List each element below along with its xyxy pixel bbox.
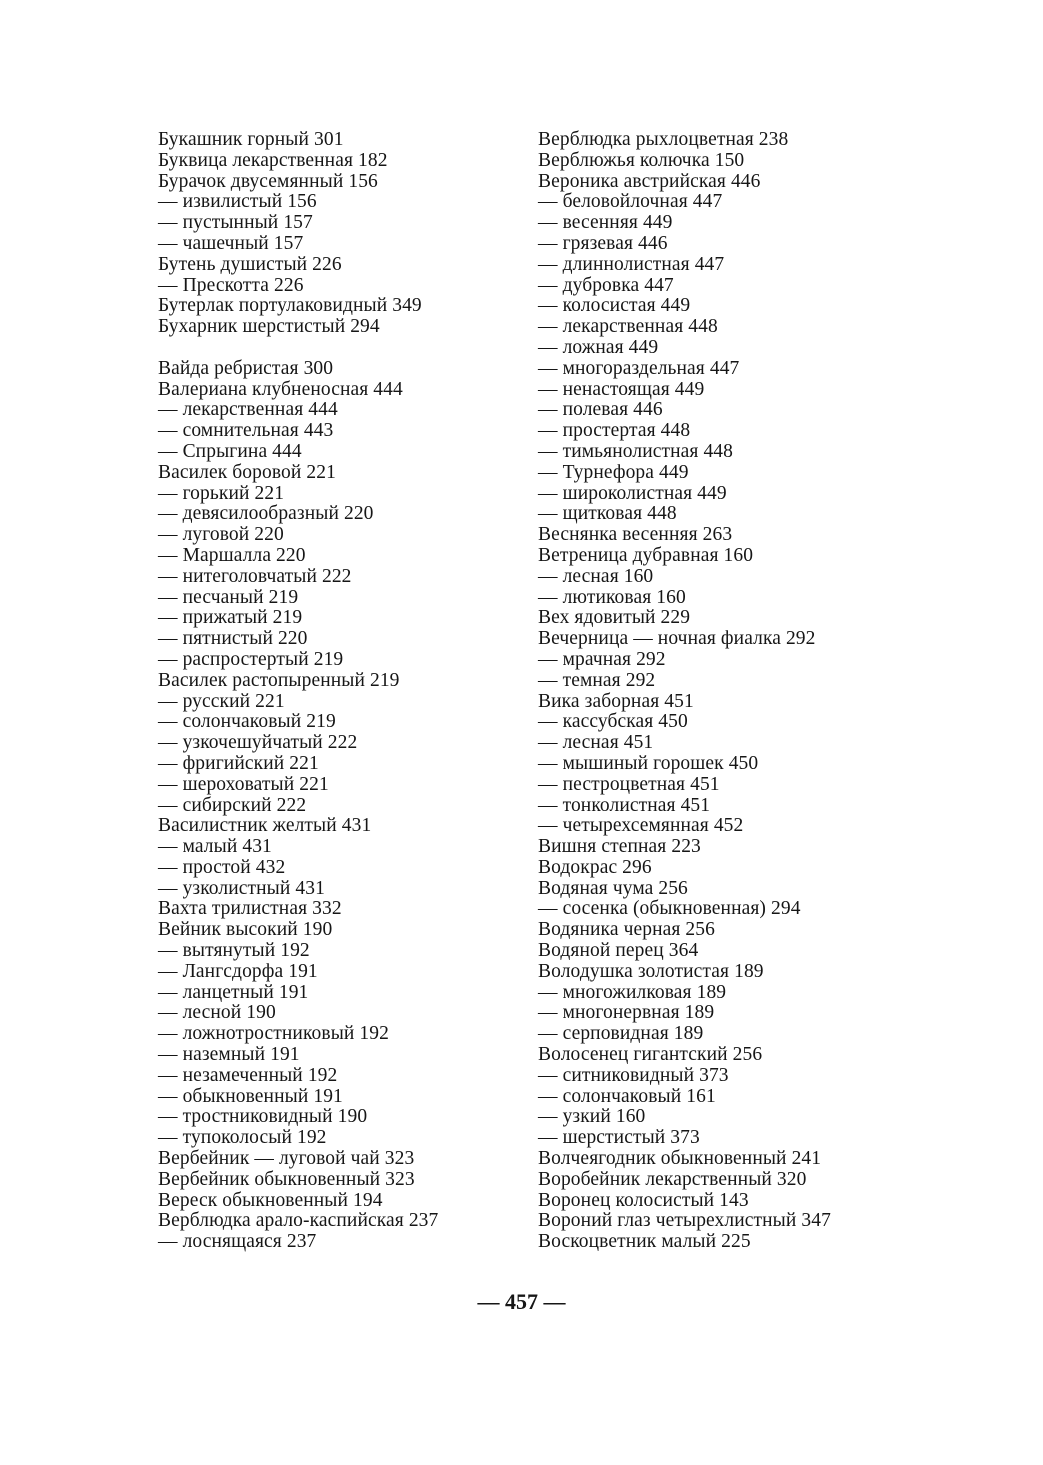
index-entry: — Спрыгина 444: [158, 440, 302, 462]
index-entry: Вечерница — ночная фиалка 292: [538, 628, 816, 650]
index-entry: — ситниковидный 373: [538, 1064, 729, 1086]
index-entry: — нитеголовчатый 222: [158, 565, 352, 587]
index-entry: — щитковая 448: [538, 503, 677, 525]
index-entry: — лоснящаяся 237: [158, 1231, 317, 1253]
index-entry: Веснянка весенняя 263: [538, 524, 733, 546]
index-entry: Водокрас 296: [538, 856, 652, 878]
index-entry: — многораздельная 447: [538, 357, 740, 379]
index-entry: — Маршалла 220: [158, 544, 306, 566]
index-entry: — полевая 446: [538, 399, 663, 421]
index-entry: — лесная 451: [538, 732, 654, 754]
index-entry: Воскоцветник малый 225: [538, 1231, 751, 1253]
index-entry: — серповидная 189: [538, 1023, 704, 1045]
index-entry: — четырехсемянная 452: [538, 815, 744, 837]
index-entry: — шероховатый 221: [158, 773, 329, 795]
index-entry: Вербейник — луговой чай 323: [158, 1148, 415, 1170]
index-entry: — тростниковидный 190: [158, 1106, 368, 1128]
index-entry: — горький 221: [158, 482, 285, 504]
index-entry: — наземный 191: [158, 1044, 300, 1066]
index-entry: Верблюдка арало-каспийская 237: [158, 1210, 439, 1232]
index-entry: Воробейник лекарственный 320: [538, 1168, 807, 1190]
index-entry: — весенняя 449: [538, 212, 673, 234]
index-entry: — мрачная 292: [538, 648, 666, 670]
index-entry: — вытянутый 192: [158, 940, 310, 962]
index-entry: Вербейник обыкновенный 323: [158, 1168, 415, 1190]
index-column-right: [538, 130, 898, 1253]
index-entry: — лесная 160: [538, 565, 654, 587]
index-entry: — лекарственная 448: [538, 316, 718, 338]
index-entry: — пятнистый 220: [158, 628, 308, 650]
index-entry: — обыкновенный 191: [158, 1085, 343, 1107]
index-entry: Водяной перец 364: [538, 940, 699, 962]
index-entry: Вех ядовитый 229: [538, 607, 691, 629]
index-entry: — чашечный 157: [158, 232, 304, 254]
index-entry: — луговой 220: [158, 524, 284, 546]
index-entry: — распростертый 219: [158, 648, 344, 670]
index-entry: — ложнотростниковый 192: [158, 1023, 389, 1045]
index-entry: — лекарственная 444: [158, 399, 338, 421]
index-entry: Волчеягодник обыкновенный 241: [538, 1148, 822, 1170]
index-entry: — незамеченный 192: [158, 1064, 338, 1086]
index-entry: Бутерлак портулаковидный 349: [158, 295, 422, 317]
index-entry: Валериана клубненосная 444: [158, 378, 403, 400]
index-entry: — извилистый 156: [158, 191, 317, 213]
index-entry: — длиннолистная 447: [538, 253, 725, 275]
index-entry: — колосистая 449: [538, 295, 691, 317]
index-entry: Водяника черная 256: [538, 919, 715, 941]
index-entry: Василек растопыренный 219: [158, 669, 400, 691]
index-column-left: [158, 130, 518, 1253]
index-entry: — ненастоящая 449: [538, 378, 705, 400]
index-entry: — ланцетный 191: [158, 981, 309, 1003]
index-entry: Василистник желтый 431: [158, 815, 372, 837]
index-entry: Вайда ребристая 300: [158, 357, 334, 379]
index-entry: — узкий 160: [538, 1106, 646, 1128]
index-entry: Вахта трилистная 332: [158, 898, 342, 920]
index-entry: Вероника австрийская 446: [538, 170, 761, 192]
index-entry: — лютиковая 160: [538, 586, 686, 608]
index-entry: — простой 432: [158, 856, 286, 878]
index-entry: — дубровка 447: [538, 274, 674, 296]
index-entry: Ветреница дубравная 160: [538, 544, 754, 566]
index-entry: — тупоколосый 192: [158, 1127, 327, 1149]
index-entry: Воронец колосистый 143: [538, 1189, 749, 1211]
index-entry: Буквица лекарственная 182: [158, 149, 388, 171]
index-entry: — Прескотта 226: [158, 274, 304, 296]
section-gap: [158, 338, 518, 359]
index-entry: Верблюжья колючка 150: [538, 149, 745, 171]
index-entry: — девясилообразный 220: [158, 503, 374, 525]
index-entry: Водяная чума 256: [538, 877, 688, 899]
index-entry: — прижатый 219: [158, 607, 303, 629]
index-entry: — грязевая 446: [538, 232, 668, 254]
index-entry: Василек боровой 221: [158, 461, 336, 483]
index-entry: — ложная 449: [538, 336, 659, 358]
index-entry: Вейник высокий 190: [158, 919, 333, 941]
index-entry: — темная 292: [538, 669, 656, 691]
index-entry: — пустынный 157: [158, 212, 313, 234]
index-entry: — узколистный 431: [158, 877, 325, 899]
index-entry: — тонколистная 451: [538, 794, 711, 816]
index-entry: — многожилковая 189: [538, 981, 727, 1003]
index-entry: — шерстистый 373: [538, 1127, 700, 1149]
index-entry: Бухарник шерстистый 294: [158, 316, 380, 338]
index-entry: — песчаный 219: [158, 586, 299, 608]
index-entry: Вереск обыкновенный 194: [158, 1189, 383, 1211]
index-entry: — пестроцветная 451: [538, 773, 720, 795]
index-entry: — кассубская 450: [538, 711, 688, 733]
index-entry: — Турнефора 449: [538, 461, 689, 483]
index-entry: — фригийский 221: [158, 752, 319, 774]
index-entry: — широколистная 449: [538, 482, 727, 504]
index-entry: Вика заборная 451: [538, 690, 694, 712]
index-entry: — узкочешуйчатый 222: [158, 732, 358, 754]
index-entry: — многонервная 189: [538, 1002, 715, 1024]
index-entry: Верблюдка рыхлоцветная 238: [538, 129, 789, 150]
index-entry: Букашник горный 301: [158, 129, 344, 150]
index-entry: Волосенец гигантский 256: [538, 1044, 763, 1066]
index-entry: Вороний глаз четырехлистный 347: [538, 1210, 831, 1232]
index-entry: — русский 221: [158, 690, 285, 712]
index-entry: — беловойлочная 447: [538, 191, 723, 213]
index-entry: — сибирский 222: [158, 794, 307, 816]
index-entry: — Лангсдорфа 191: [158, 960, 318, 982]
index-entry: — сомнительная 443: [158, 420, 334, 442]
index-entry: — малый 431: [158, 836, 272, 858]
index-entry: Бурачок двусемянный 156: [158, 170, 378, 192]
index-entry: — сосенка (обыкновенная) 294: [538, 898, 801, 920]
index-entry: — солончаковый 161: [538, 1085, 716, 1107]
index-entry: — мышиный горошек 450: [538, 752, 759, 774]
index-entry: Вишня степная 223: [538, 836, 701, 858]
index-entry: — лесной 190: [158, 1002, 276, 1024]
index-entry: Володушка золотистая 189: [538, 960, 764, 982]
index-entry: — простертая 448: [538, 420, 691, 442]
page-number: — 457 —: [477, 1289, 566, 1314]
index-entry: Бутень душистый 226: [158, 253, 342, 275]
index-entry: — солончаковый 219: [158, 711, 336, 733]
index-entry: — тимьянолистная 448: [538, 440, 733, 462]
